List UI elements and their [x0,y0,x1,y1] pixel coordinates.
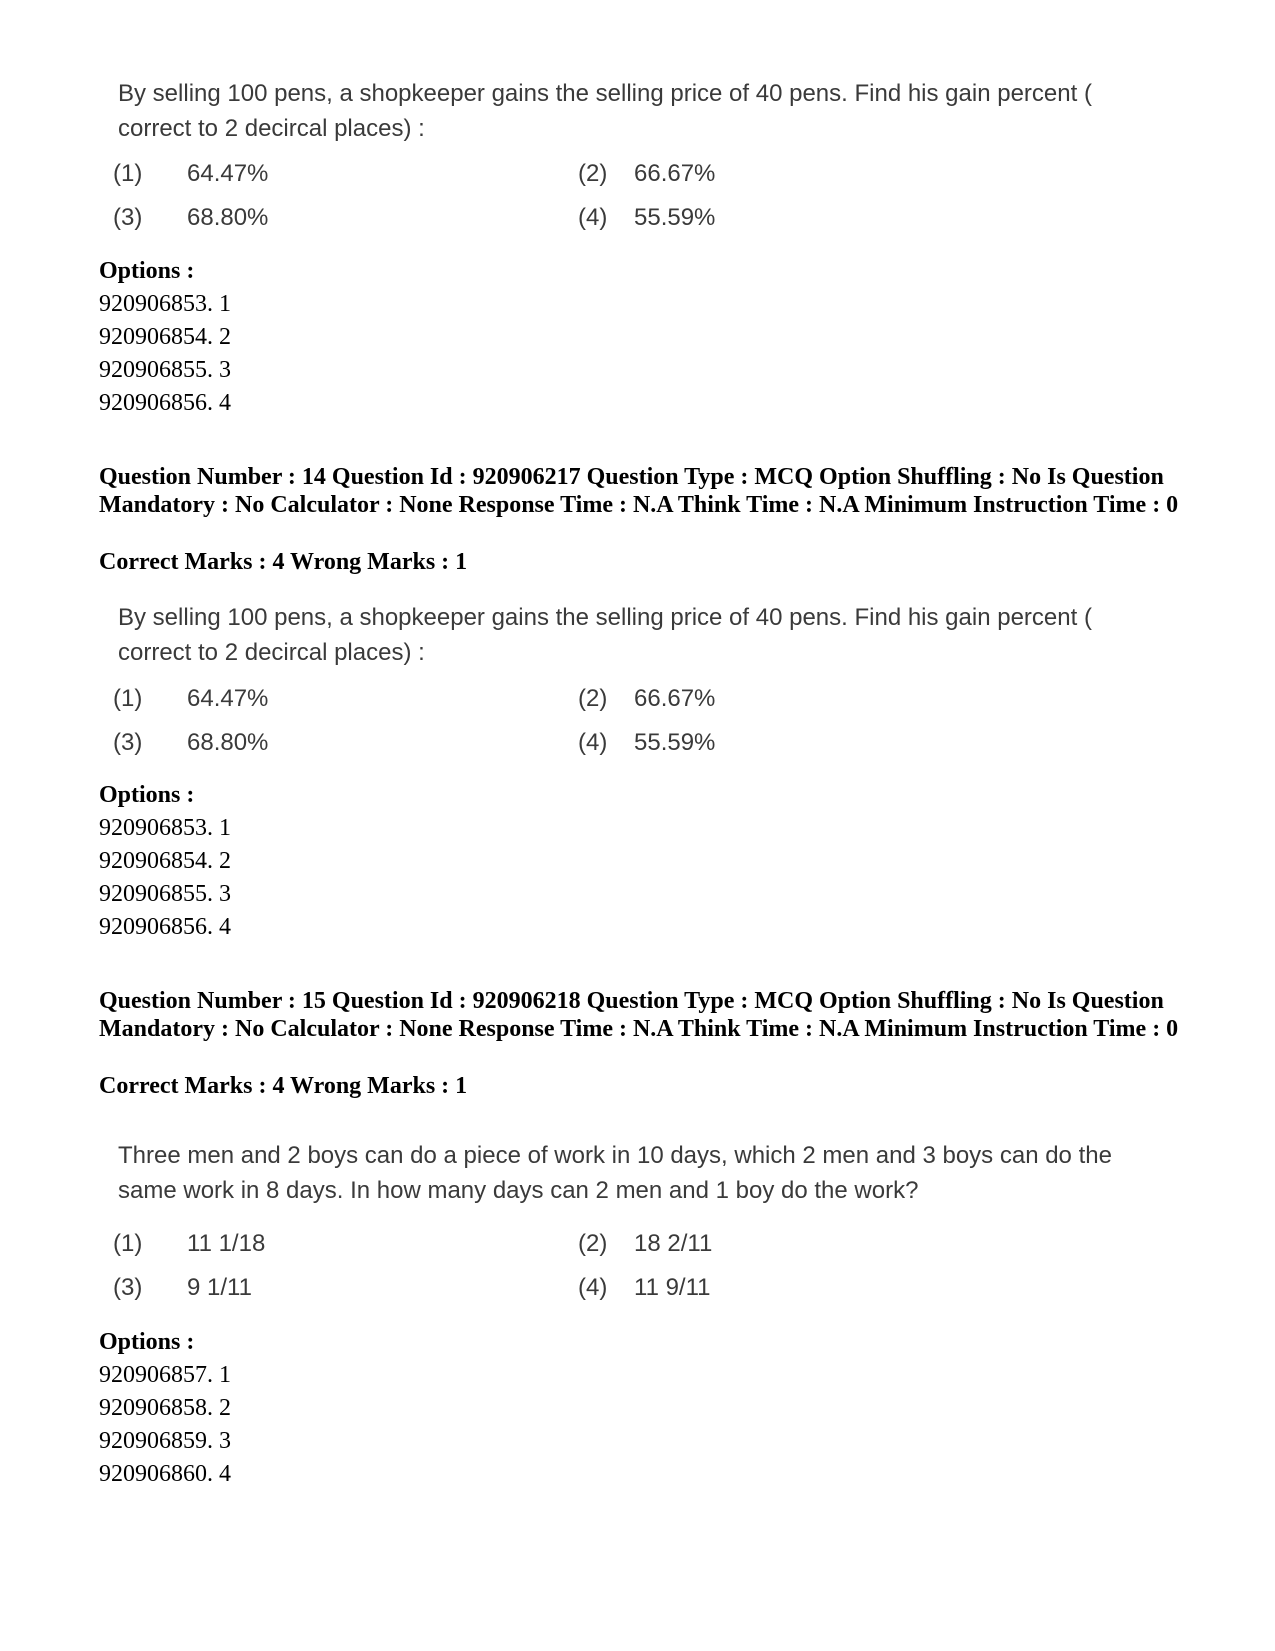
choice-text: 11 1/18 [187,1230,266,1257]
choice-number: (4) [578,1274,608,1301]
choice [578,1274,711,1302]
choice-text: 68.80% [187,204,269,231]
choice-text: 64.47% [187,160,269,187]
choice-number: (1) [113,685,143,712]
choice [578,204,715,232]
question-text: By selling 100 pens, a shopkeeper gains the selling price of 40 pens. Find his gain percent ( correct to 2 decircal places) : [118,604,1092,666]
option-id: 920906854. 2 [99,324,231,350]
option-id: 920906854. 2 [99,848,231,874]
options-label: Options : [99,1329,195,1355]
choice-text: 9 1/11 [187,1274,252,1301]
choice-text: 55.59% [634,729,716,756]
choice [113,160,268,188]
question-header: Question Number : 14 Question Id : 920906217 Question Type : MCQ Option Shuffling : No Is Question Mandatory : No Calculator : None Response Time : N.A Think Time : N.A Minimum Instruction Time : 0 [99,464,1179,518]
choice [113,685,268,713]
question-image [118,600,1148,670]
choice [578,1230,712,1258]
marks-line: Correct Marks : 4 Wrong Marks : 1 [99,1073,468,1099]
choice [578,685,715,713]
choice-number: (2) [578,160,608,187]
choice [578,160,715,188]
option-id: 920906857. 1 [99,1362,231,1388]
choice [113,729,268,757]
choice-text: 66.67% [634,685,716,712]
marks-line: Correct Marks : 4 Wrong Marks : 1 [99,549,468,575]
option-id: 920906859. 3 [99,1428,231,1454]
options-label: Options : [99,258,195,284]
option-id: 920906856. 4 [99,914,231,940]
choice-number: (3) [113,1274,143,1301]
choice [113,1230,265,1258]
choice-number: (3) [113,729,143,756]
choice-number: (1) [113,1230,143,1257]
choice [113,1274,252,1302]
choice-number: (3) [113,204,143,231]
choice-text: 18 2/11 [634,1230,713,1257]
question-image [118,76,1148,146]
choice-number: (2) [578,1230,608,1257]
choice-text: 55.59% [634,204,716,231]
options-label: Options : [99,782,195,808]
choice-number: (4) [578,204,608,231]
option-id: 920906860. 4 [99,1461,231,1487]
option-id: 920906855. 3 [99,881,231,907]
choice [113,204,268,232]
question-image [118,1138,1148,1208]
choice-text: 68.80% [187,729,269,756]
option-id: 920906853. 1 [99,815,231,841]
question-text: Three men and 2 boys can do a piece of work in 10 days, which 2 men and 3 boys can do the same work in 8 days. In how many days can 2 men and 1 boy do the work? [118,1142,1112,1204]
choice-number: (1) [113,160,143,187]
choice-number: (4) [578,729,608,756]
question-header: Question Number : 15 Question Id : 920906218 Question Type : MCQ Option Shuffling : No Is Question Mandatory : No Calculator : None Response Time : N.A Think Time : N.A Minimum Instruction Time : 0 [99,988,1179,1042]
question-text: By selling 100 pens, a shopkeeper gains the selling price of 40 pens. Find his gain percent ( correct to 2 decircal places) : [118,80,1092,142]
choice-number: (2) [578,685,608,712]
choice-text: 11 9/11 [634,1274,711,1301]
choice-text: 66.67% [634,160,716,187]
option-id: 920906853. 1 [99,291,231,317]
option-id: 920906858. 2 [99,1395,231,1421]
choice [578,729,715,757]
option-id: 920906856. 4 [99,390,231,416]
choice-text: 64.47% [187,685,269,712]
option-id: 920906855. 3 [99,357,231,383]
